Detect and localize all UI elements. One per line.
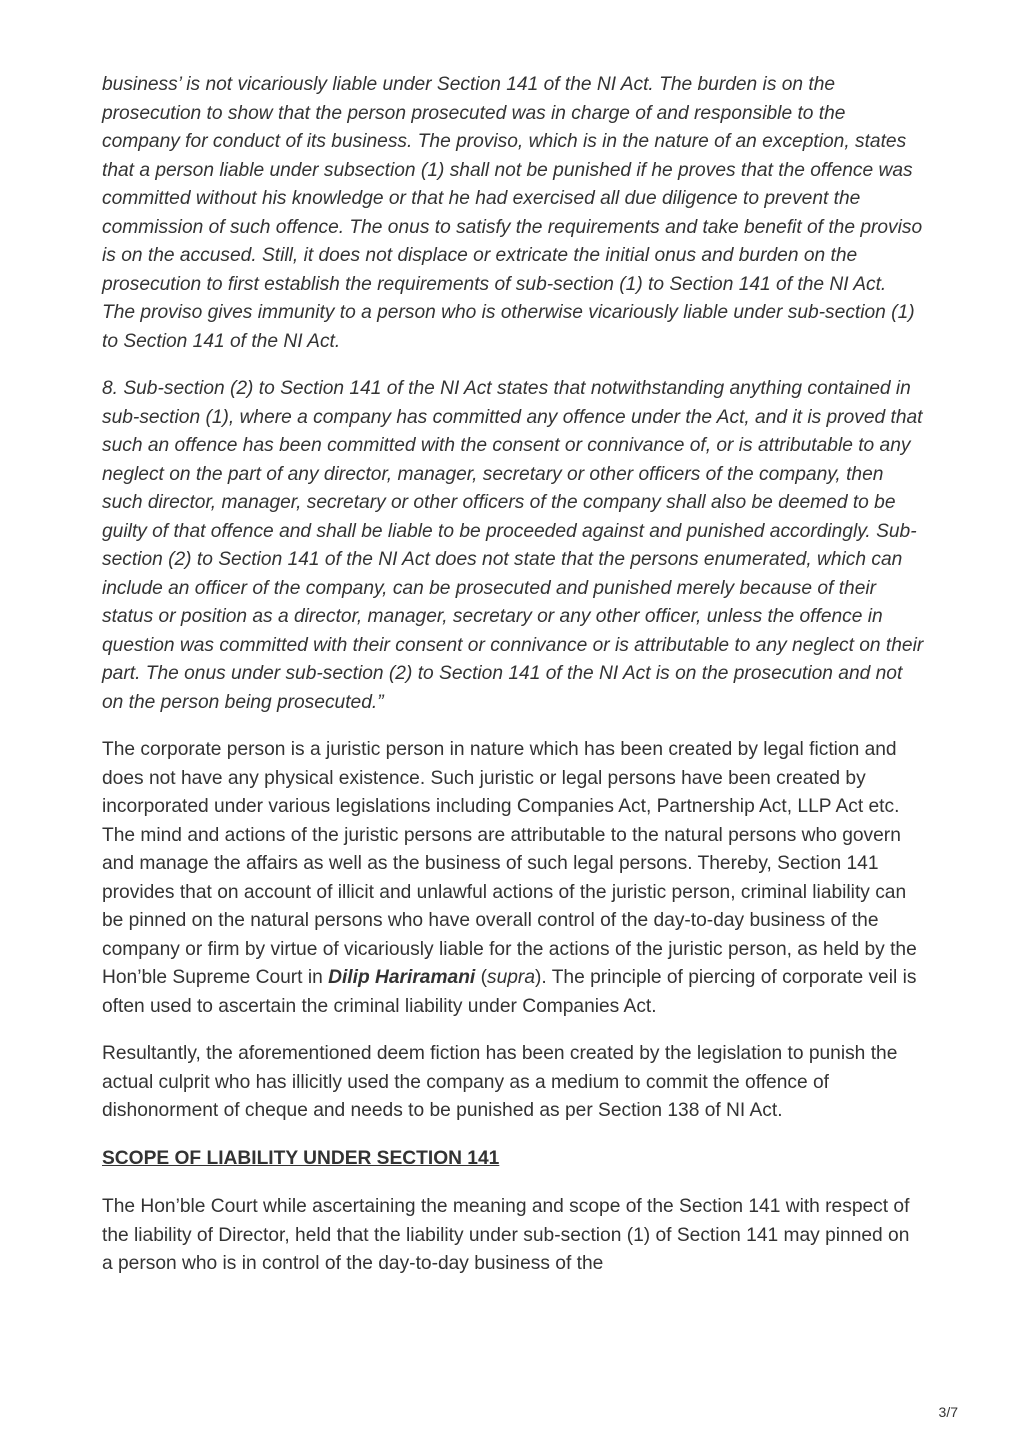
section-heading: SCOPE OF LIABILITY UNDER SECTION 141 [102,1147,500,1169]
page-number: 3/7 [938,1404,958,1420]
paragraph-text: ( [475,967,487,988]
paragraph-scope: The Hon’ble Court while ascertaining the meaning and scope of the Section 141 with respect of the liability of Director, held that the liability under sub-section (1) of Section 141 may pinned on a person who is in control of the day-to-day business of the [102,1196,910,1274]
quoted-paragraph-sub-section-2: 8. Sub-section (2) to Section 141 of the NI Act states that notwithstanding anything contained in sub-section (1), where a company has committed any offence under the Act, and it is proved that such an offence has been committed with the consent or connivance of, or is attributable to any neglect on the part of any director, manager, secretary or other officers of the company, then such director, manager, secretary or other officers of the company shall also be deemed to be guilty of that offence and shall be liable to be proceeded against and punished accordingly. Sub-section (2) to Section 141 of the NI Act does not state that the persons enumerated, which can include an officer of the company, can be prosecuted and punished merely because of their status or position as a director, manager, secretary or any other officer, unless the offence in question was committed with their consent or connivance or is attributable to any neglect on their part. The onus under sub-section (2) to Section 141 of the NI Act is on the prosecution and not on the person being prosecuted.” [102,378,924,713]
paragraph-deem-fiction: Resultantly, the aforementioned deem fiction has been created by the legislation to punish the actual culprit who has illicitly used the company as a medium to commit the offence of dishonorment of cheque and needs to be punished as per Section 138 of NI Act. [102,1043,898,1121]
paragraph-text: The corporate person is a juristic person in nature which has been created by legal fiction and does not have any physical existence. Such juristic or legal persons have been created by incorporated under various legislations including Companies Act, Partnership Act, LLP Act etc. The mind and actions of the juristic persons are attributable to the natural persons who govern and manage the affairs as well as the business of such legal persons. Thereby, Section 141 provides that on account of illicit and unlawful actions of the juristic person, criminal liability can be pinned on the natural persons who have overall control of the day-to-day business of the company or firm by virtue of vicariously liable for the actions of the juristic person, as held by the Hon’ble Supreme Court in [102,739,917,988]
paragraph-text: ). The principle of piercing of corporate veil is often used to ascertain the criminal liability under Companies Act. [102,967,917,1017]
quoted-paragraph-proviso: business’ is not vicariously liable under Section 141 of the NI Act. The burden is on the prosecution to show that the person prosecuted was in charge of and responsible to the company for conduct of its business. The proviso, which is in the nature of an exception, states that a person liable under subsection (1) shall not be punished if he proves that the offence was committed without his knowledge or that he had exercised all due diligence to prevent the commission of such offence. The onus to satisfy the requirements and take benefit of the proviso is on the accused. Still, it does not displace or extricate the initial onus and burden on the prosecution to first establish the requirements of sub-section (1) to Section 141 of the NI Act. The proviso gives immunity to a person who is otherwise vicariously liable under sub-section (1) to Section 141 of the NI Act. [102,74,923,352]
document-page [102,71,924,1298]
paragraph-corporate-person [102,736,924,1021]
citation-supra: supra [487,967,535,988]
case-name: Dilip Hariramani [328,967,476,988]
